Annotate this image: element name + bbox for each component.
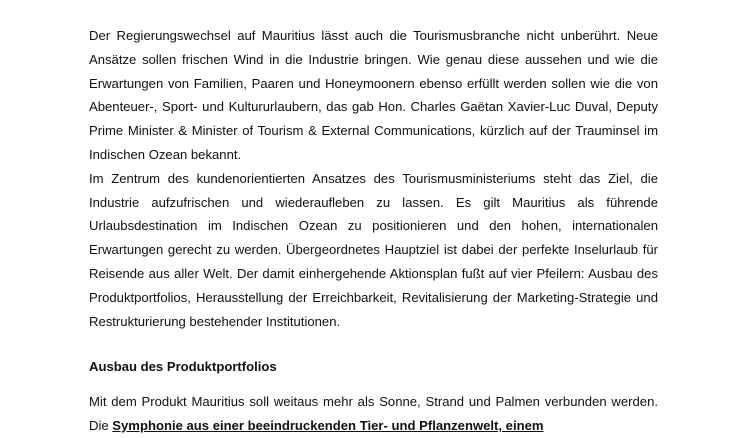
section-heading: Ausbau des Produktportfolios <box>89 359 277 375</box>
emphasized-text: Symphonie aus einer beeindruckenden Tier- und Pflanzenwelt, einem <box>112 417 544 433</box>
product-portfolio-paragraph <box>89 390 658 438</box>
ministry-goals-paragraph: Im Zentrum des kundenorientierten Ansatzes des Tourismusministeriums steht das Ziel, die Industrie aufzufrischen und wiederaufleben zu lassen. Es gilt Mauritius als führende Urlaubsdestination im Indischen Ozean zu positionieren und den hohen, internationalen Erwartungen gerecht zu werden. Übergeordnetes Hauptziel ist dabei der perfekte Inselurlaub für Reisende aus aller Welt. Der damit einhergehende Aktionsplan fußt auf vier Pfeilern: Ausbau des Produktportfolios, Herausstellung der Erreichbarkeit, Revitalisierung der Marketing-Strategie und Restrukturierung bestehender Institutionen. <box>89 170 658 329</box>
intro-paragraph: Der Regierungswechsel auf Mauritius lässt auch die Tourismusbranche nicht unberührt. Neue Ansätze sollen frischen Wind in die Industrie bringen. Wie genau diese aussehen und wie die Erwartungen von Familien, Paaren und Honeymoonern ebenso erfüllt werden sollen wie die von Abenteuer-, Sport- und Kultururlaubern, das gab Hon. Charles Gaëtan Xavier-Luc Duval, Deputy Prime Minister & Minister of Tourism & External Communications, kürzlich auf der Trauminsel im Indischen Ozean bekannt. <box>89 28 658 162</box>
document-body <box>89 24 658 438</box>
paragraph-text: Mit dem Produkt Mauritius soll weitaus mehr als Sonne, Strand und Palmen verbunden werden. Die <box>89 394 658 433</box>
